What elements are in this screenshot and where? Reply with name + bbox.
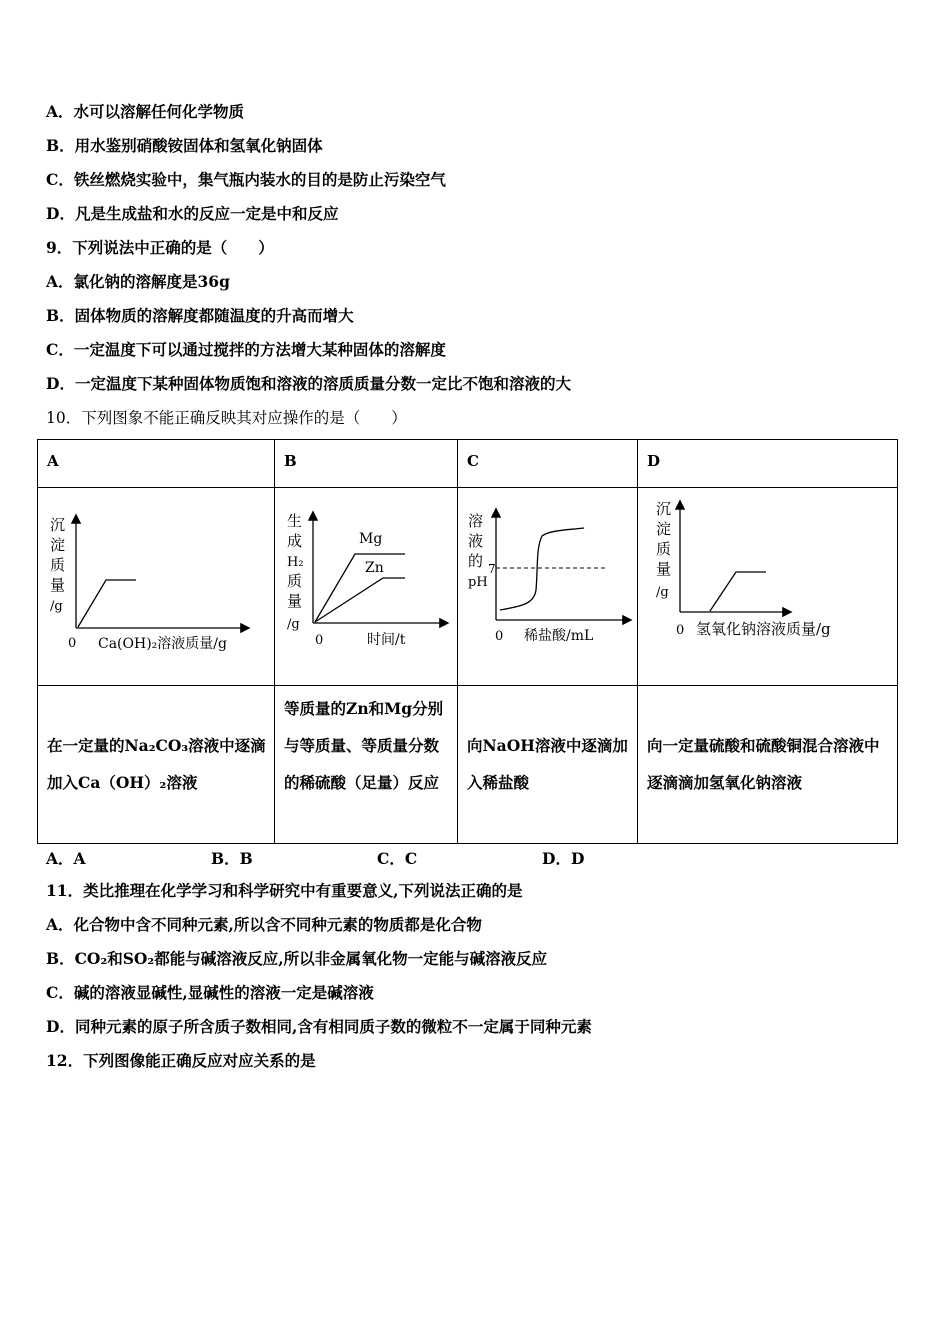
- graph-a: [38, 488, 275, 685]
- y-label: 的: [468, 552, 484, 570]
- curve-c: [500, 528, 584, 610]
- curve-a: [78, 580, 136, 627]
- desc-a: 在一定量的Na₂CO₃溶液中逐滴加入Ca（OH）₂溶液: [38, 686, 275, 844]
- option-a: A．A: [46, 849, 86, 868]
- y-label: /g: [287, 617, 300, 632]
- header-c: C: [458, 440, 638, 488]
- y-label: 液: [468, 532, 484, 550]
- y-label: 沉: [656, 500, 672, 518]
- ph7-label: 7: [488, 562, 496, 576]
- y-label: 质: [50, 556, 66, 574]
- graph-cell-c: [458, 488, 638, 686]
- line-11c: C．碱的溶液显碱性,显碱性的溶液一定是碱溶液: [46, 983, 374, 1002]
- y-label: 量: [287, 592, 303, 610]
- y-label: 生: [287, 512, 303, 530]
- question-11: 11．类比推理在化学学习和科学研究中有重要意义,下列说法正确的是: [46, 881, 523, 900]
- graph-d: [638, 488, 898, 685]
- question-9: 9．下列说法中正确的是（ ）: [46, 238, 274, 257]
- origin-label: 0: [68, 636, 77, 651]
- curve-mg: [315, 554, 405, 622]
- zn-label: Zn: [365, 560, 384, 576]
- y-label: 成: [287, 532, 303, 550]
- graph-cell-a: [38, 488, 275, 686]
- y-label: 量: [50, 576, 66, 594]
- line-9b: B．固体物质的溶解度都随温度的升高而增大: [46, 306, 354, 325]
- y-label: 沉: [50, 516, 66, 534]
- line-8d: D．凡是生成盐和水的反应一定是中和反应: [46, 204, 339, 223]
- question-10: 10．下列图象不能正确反映其对应操作的是（ ）: [46, 409, 407, 427]
- line-8c: C．铁丝燃烧实验中，集气瓶内装水的目的是防止污染空气: [46, 170, 446, 189]
- graph-c: [458, 488, 638, 685]
- origin-label: 0: [676, 623, 685, 638]
- y-label: 质: [656, 540, 672, 558]
- x-label: 时间/t: [367, 632, 406, 648]
- header-d: D: [638, 440, 898, 488]
- question-10-table: [37, 439, 898, 844]
- option-d: D．D: [542, 849, 585, 868]
- desc-c: 向NaOH溶液中逐滴加入稀盐酸: [458, 686, 638, 844]
- origin-label: 0: [495, 629, 504, 644]
- header-b: B: [275, 440, 458, 488]
- y-label: 淀: [50, 536, 66, 554]
- y-label: pH: [468, 575, 488, 590]
- desc-d: 向一定量硫酸和硫酸铜混合溶液中逐滴滴加氢氧化钠溶液: [638, 686, 898, 844]
- line-11b: B．CO₂和SO₂都能与碱溶液反应,所以非金属氧化物一定能与碱溶液反应: [46, 949, 548, 968]
- y-label: 淀: [656, 520, 672, 538]
- graph-b: [275, 488, 458, 685]
- line-9c: C．一定温度下可以通过搅拌的方法增大某种固体的溶解度: [46, 340, 446, 359]
- y-label: 量: [656, 560, 672, 578]
- question-12: 12．下列图像能正确反应对应关系的是: [46, 1051, 316, 1070]
- x-label: Ca(OH)₂溶液质量/g: [98, 636, 227, 652]
- line-11d: D．同种元素的原子所含质子数相同,含有相同质子数的微粒不一定属于同种元素: [46, 1017, 592, 1036]
- mg-label: Mg: [359, 531, 383, 547]
- y-label: H₂: [287, 555, 304, 570]
- option-c: C．C: [377, 849, 418, 868]
- option-b: B．B: [211, 849, 253, 868]
- graph-cell-b: [275, 488, 458, 686]
- curve-d: [710, 572, 766, 611]
- header-a: A: [38, 440, 275, 488]
- y-label: /g: [50, 599, 63, 614]
- y-label: 质: [287, 572, 303, 590]
- origin-label: 0: [315, 633, 324, 648]
- x-label: 氢氧化钠溶液质量/g: [696, 620, 831, 638]
- line-9a: A．氯化钠的溶解度是36g: [46, 272, 230, 291]
- line-11a: A．化合物中含不同种元素,所以含不同种元素的物质都是化合物: [46, 915, 482, 934]
- graph-cell-d: [638, 488, 898, 686]
- line-9d: D．一定温度下某种固体物质饱和溶液的溶质质量分数一定比不饱和溶液的大: [46, 374, 571, 393]
- line-8b: B．用水鉴别硝酸铵固体和氢氧化钠固体: [46, 136, 323, 155]
- desc-b: 等质量的Zn和Mg分别与等质量、等质量分数的稀硫酸（足量）反应: [275, 686, 458, 844]
- x-label: 稀盐酸/mL: [524, 628, 594, 644]
- y-label: 溶: [468, 512, 484, 530]
- line-8a: A．水可以溶解任何化学物质: [46, 102, 245, 121]
- y-label: /g: [656, 585, 669, 600]
